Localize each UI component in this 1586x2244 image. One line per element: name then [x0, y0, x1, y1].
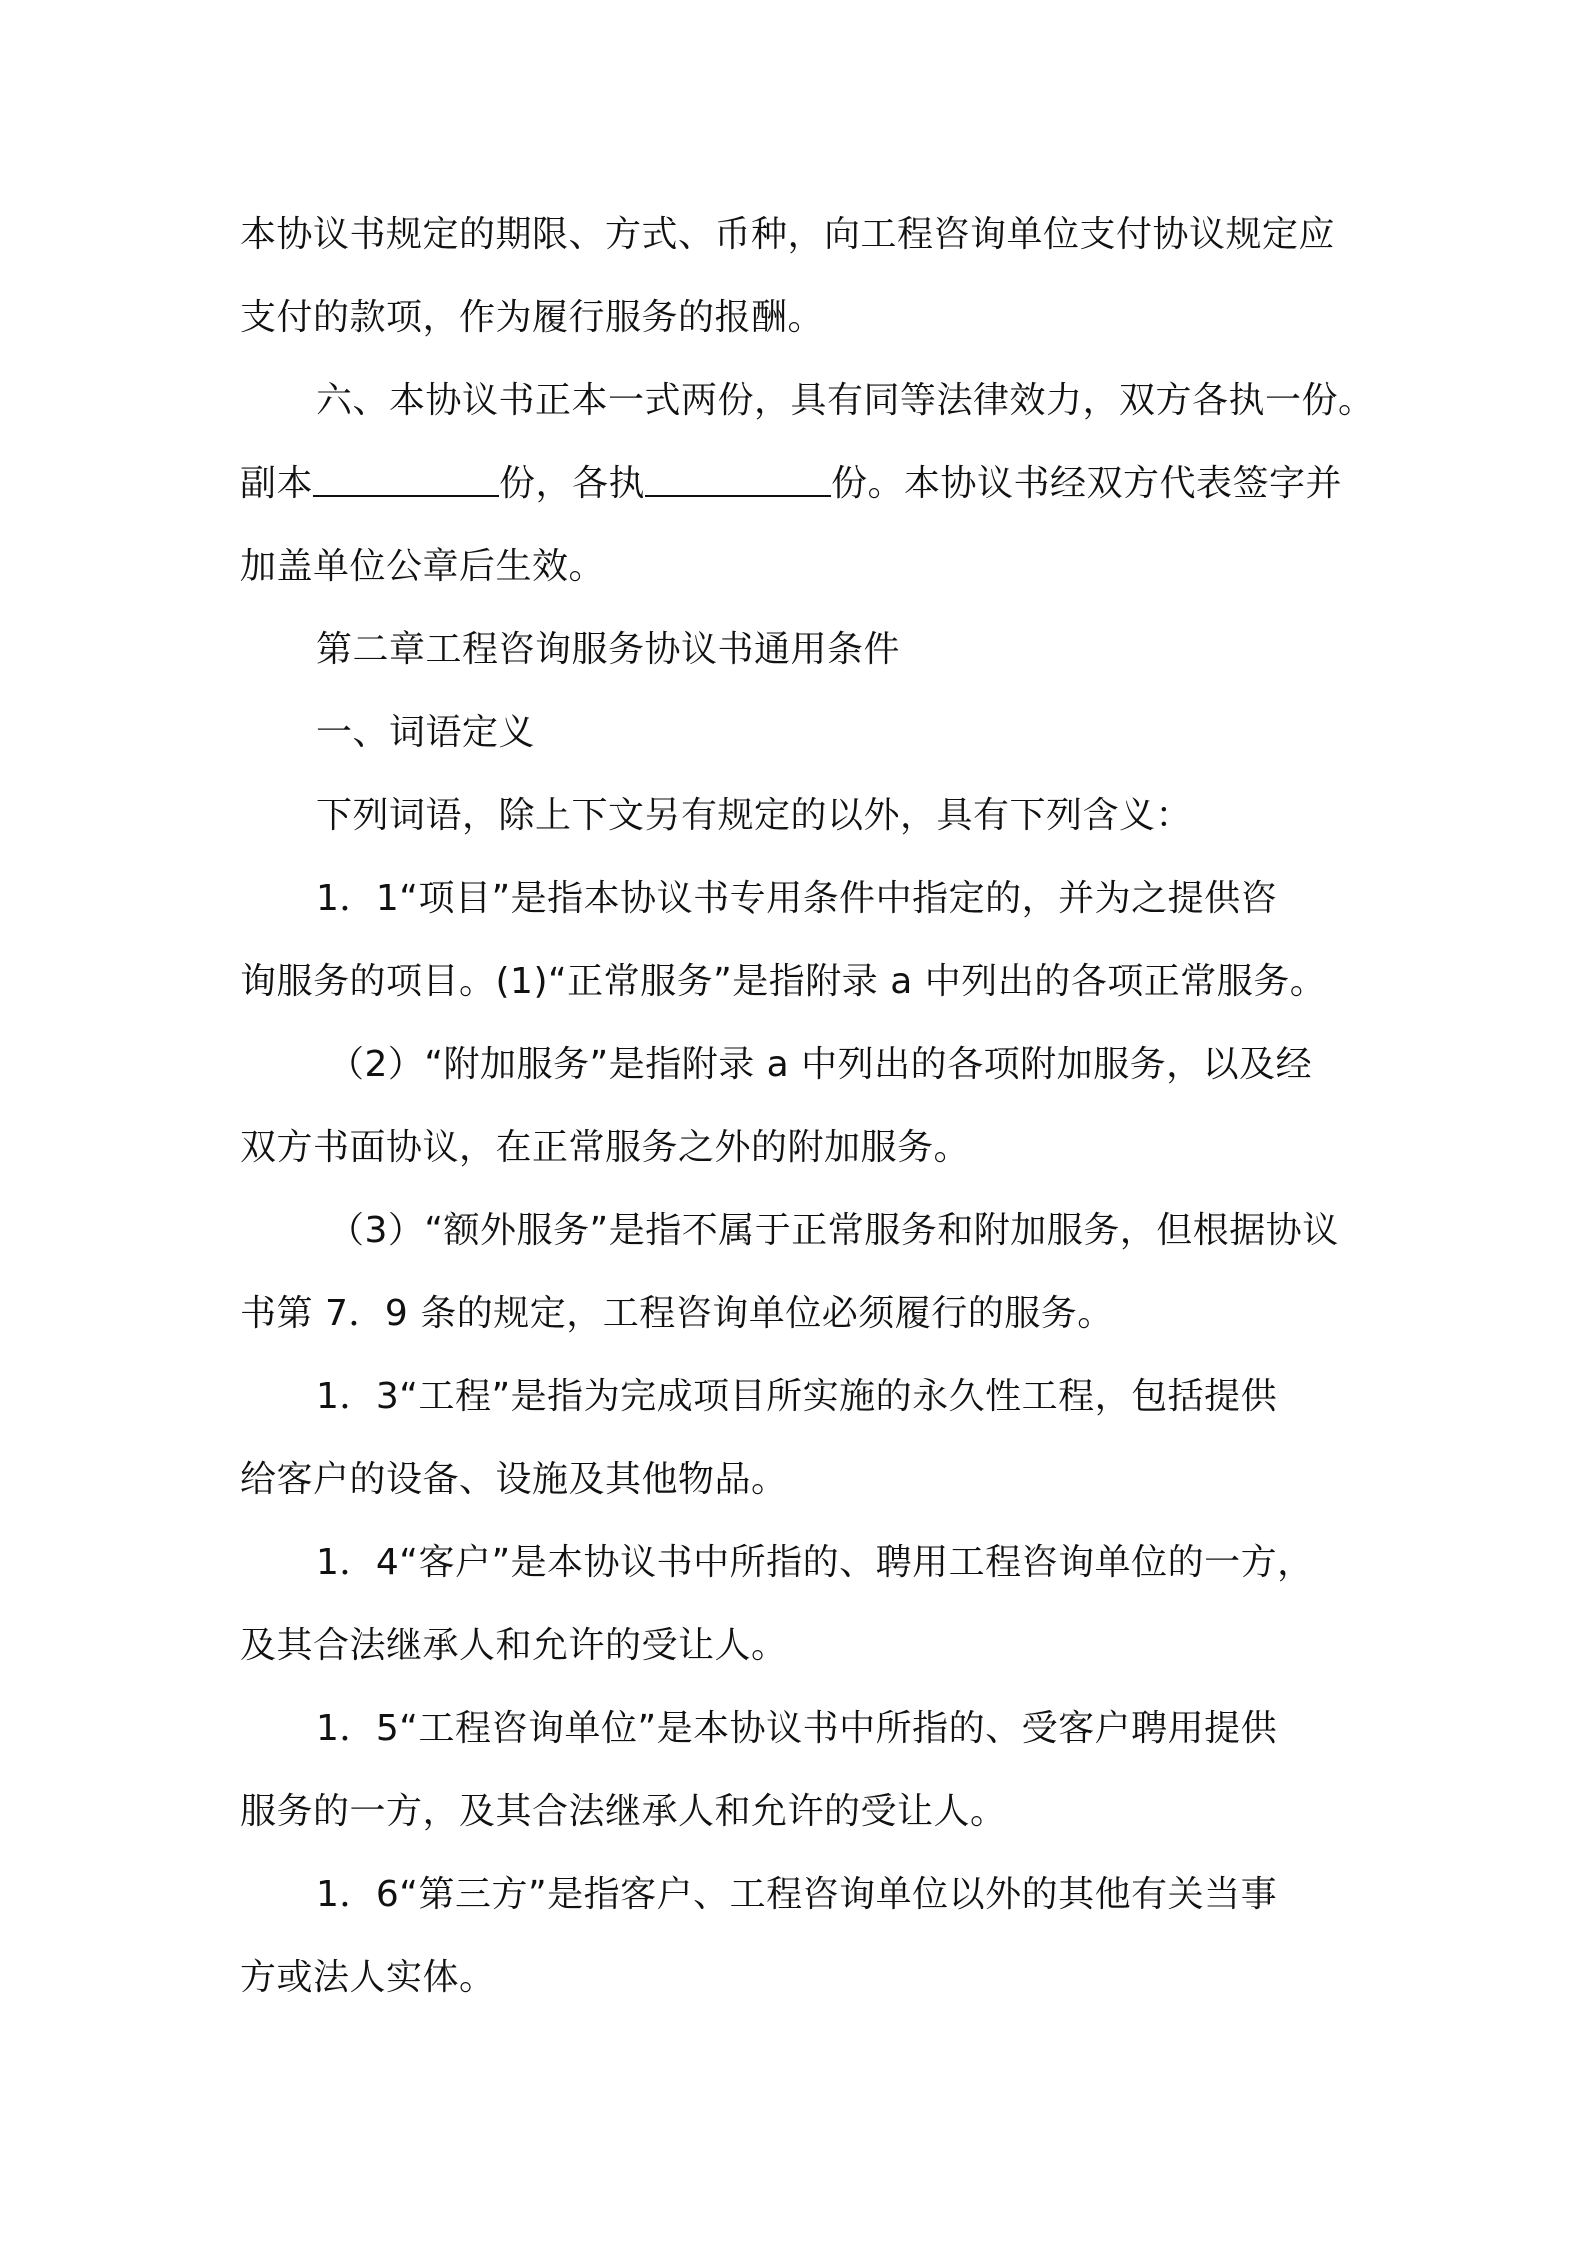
document-body — [240, 193, 1375, 2019]
paragraph-line: 书第 7．9 条的规定，工程咨询单位必须履行的服务。 — [240, 1293, 1114, 1334]
copies-effective-text: 份。本协议书经双方代表签字并 — [831, 463, 1343, 504]
section-title: 一、词语定义 — [316, 712, 536, 753]
paragraph-line: 1．6“第三方”是指客户、工程咨询单位以外的其他有关当事 — [316, 1874, 1278, 1915]
definition-extra-services — [240, 1189, 1348, 1355]
definition-consultant — [240, 1687, 1348, 1853]
paragraph-line: 六、本协议书正本一式两份，具有同等法律效力，双方各执一份。 — [316, 380, 1375, 421]
paragraph-definitions-intro — [240, 774, 1348, 857]
paragraph-line: 询服务的项目。(1)“正常服务”是指附录 a 中列出的各项正常服务。 — [240, 961, 1327, 1002]
paragraph-line: 1．1“项目”是指本协议书专用条件中指定的，并为之提供咨 — [316, 878, 1278, 919]
each-holds-blank-field — [645, 465, 831, 497]
paragraph-line: 加盖单位公章后生效。 — [240, 546, 606, 587]
paragraph-line: 服务的一方，及其合法继承人和允许的受让人。 — [240, 1791, 1007, 1832]
section-heading — [240, 691, 1348, 774]
copies-label: 副本 — [240, 463, 314, 504]
paragraph-line: （2）“附加服务”是指附录 a 中列出的各项附加服务，以及经 — [328, 1044, 1313, 1085]
paragraph-line: 1．5“工程咨询单位”是本协议书中所指的、受客户聘用提供 — [316, 1708, 1278, 1749]
paragraph-line: 及其合法继承人和允许的受让人。 — [240, 1625, 788, 1666]
chapter-heading — [240, 608, 1348, 691]
paragraph-line: （3）“额外服务”是指不属于正常服务和附加服务，但根据协议 — [328, 1210, 1339, 1251]
definition-project — [240, 857, 1348, 1023]
paragraph-line: 1．4“客户”是本协议书中所指的、聘用工程咨询单位的一方， — [316, 1542, 1314, 1583]
paragraph-line: 方或法人实体。 — [240, 1957, 496, 1998]
copies-each-label: 份，各执 — [499, 463, 646, 504]
paragraph-line: 双方书面协议，在正常服务之外的附加服务。 — [240, 1127, 971, 1168]
definition-additional-services — [240, 1023, 1348, 1189]
copies-blank-field — [313, 465, 499, 497]
paragraph-payment-terms — [240, 193, 1348, 359]
definition-third-party — [240, 1853, 1348, 2019]
definition-works — [240, 1355, 1348, 1521]
paragraph-line: 支付的款项，作为履行服务的报酬。 — [240, 297, 825, 338]
paragraph-line: 1．3“工程”是指为完成项目所实施的永久性工程，包括提供 — [316, 1376, 1278, 1417]
chapter-title: 第二章工程咨询服务协议书通用条件 — [316, 629, 901, 670]
paragraph-copies — [240, 359, 1375, 608]
paragraph-line-with-blanks — [240, 442, 1348, 525]
paragraph-line: 下列词语，除上下文另有规定的以外，具有下列含义： — [316, 795, 1193, 836]
definition-client — [240, 1521, 1348, 1687]
paragraph-line: 给客户的设备、设施及其他物品。 — [240, 1459, 788, 1500]
paragraph-line: 本协议书规定的期限、方式、币种，向工程咨询单位支付协议规定应 — [240, 214, 1336, 255]
